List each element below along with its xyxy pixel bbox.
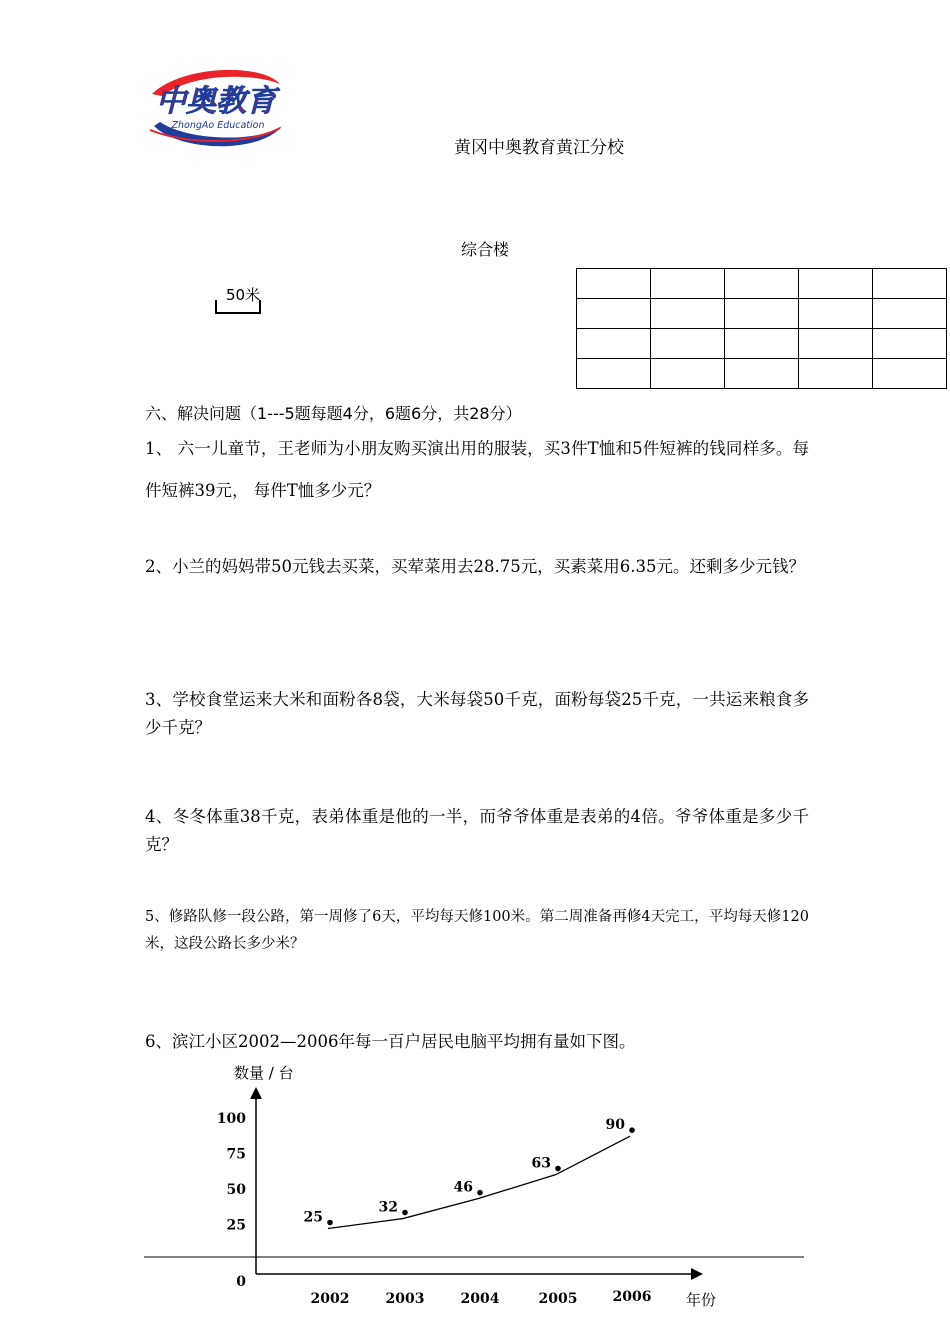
school-name: 黄冈中奥教育黄江分校	[454, 138, 624, 158]
data-point	[402, 1210, 408, 1216]
question-2: 2、小兰的妈妈带50元钱去买菜，买荤菜用去28.75元，买素菜用6.35元。还剩多少元钱？	[145, 557, 805, 576]
series-line	[328, 1136, 630, 1228]
logo-name-cn: 中奥教育	[156, 84, 276, 119]
x-axis-label: 年份	[686, 1291, 717, 1309]
data-point	[327, 1220, 333, 1226]
data-label: 90	[605, 1117, 625, 1134]
y-axis-label: 数量 / 台	[234, 1064, 294, 1082]
section-title: 六、解决问题（1---5题每题4分，6题6分，共28分）	[145, 404, 522, 423]
x-tick-label: 2005	[538, 1291, 578, 1307]
data-point	[629, 1127, 635, 1133]
y-tick-label: 0	[236, 1274, 246, 1290]
question-3: 3、学校食堂运来大米和面粉各8袋，大米每袋50千克，面粉每袋25千克，一共运来粮食多少千克？	[145, 690, 809, 737]
question-5: 5、修路队修一段公路，第一周修了6天，平均每天修100米。第二周准备再修4天完工，平均每天修120米，这段公路长多少米？	[145, 909, 809, 952]
line-chart	[140, 1060, 820, 1320]
data-label: 32	[378, 1199, 398, 1216]
x-tick-label: 2003	[385, 1291, 425, 1307]
logo-name-en: ZhongAo Education	[171, 120, 265, 131]
answer-grid	[576, 268, 947, 389]
scale-label: 50米	[226, 286, 261, 304]
question-1: 1、 六一儿童节，王老师为小朋友购买演出用的服装，买3件T恤和5件短裤的钱同样多。每件短裤39元， 每件T恤多少元？	[145, 439, 809, 500]
y-tick-label: 75	[226, 1146, 246, 1163]
question-4: 4、冬冬体重38千克，表弟体重是他的一半，而爷爷体重是表弟的4倍。爷爷体重是多少千克？	[145, 807, 809, 854]
data-label: 25	[303, 1209, 323, 1226]
scale-bar	[215, 300, 261, 314]
y-tick-label: 25	[226, 1217, 246, 1234]
y-tick-label: 100	[216, 1111, 246, 1127]
building-label: 综合楼	[460, 240, 509, 259]
x-tick-label: 2002	[310, 1291, 350, 1307]
data-point	[477, 1190, 483, 1196]
question-6: 6、滨江小区2002—2006年每一百户居民电脑平均拥有量如下图。	[145, 1032, 636, 1051]
x-tick-label: 2004	[460, 1291, 500, 1307]
data-point	[555, 1166, 561, 1172]
x-tick-label: 2006	[612, 1289, 652, 1305]
data-label: 46	[453, 1179, 473, 1196]
data-label: 63	[531, 1155, 551, 1172]
y-tick-label: 50	[226, 1182, 246, 1198]
